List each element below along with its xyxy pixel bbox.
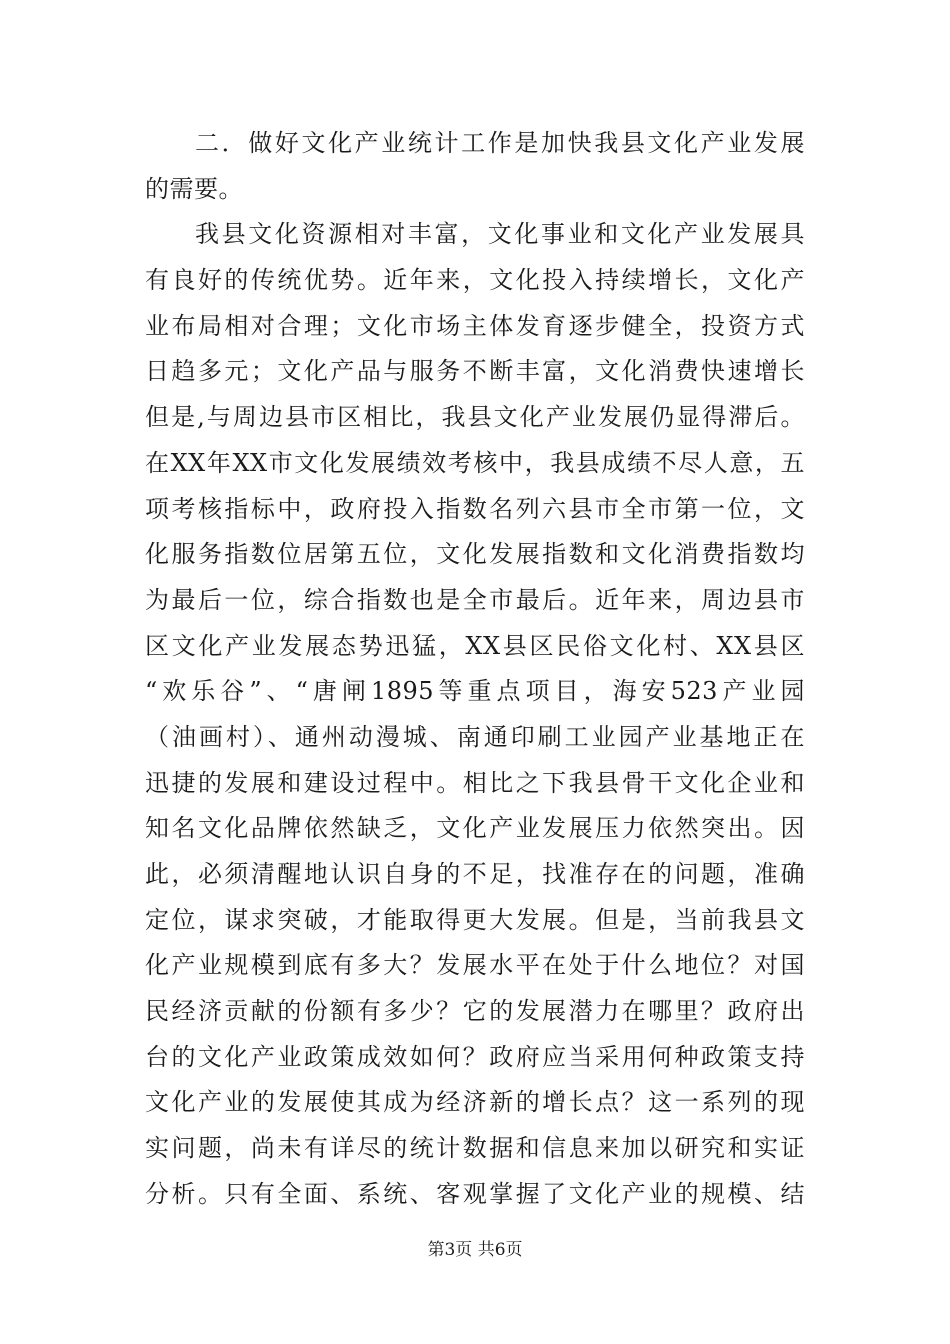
text-line: 分析。只有全面、系统、客观掌握了文化产业的规模、结	[145, 1179, 805, 1208]
text-line: 在XX年XX市文化发展绩效考核中，我县成绩不尽人意，五	[145, 448, 805, 477]
text-line: 知名文化品牌依然缺乏，文化产业发展压力依然突出。因	[145, 814, 805, 843]
text-line: 化服务指数位居第五位，文化发展指数和文化消费指数均	[145, 540, 805, 569]
page-footer	[0, 1238, 950, 1262]
body-text	[145, 121, 805, 1218]
heading-line: 二．做好文化产业统计工作是加快我县文化产业发展	[195, 129, 805, 157]
text-line: （油画村）、通州动漫城、南通印刷工业园产业基地正在	[145, 722, 805, 751]
text-line: 的需要。	[145, 174, 243, 203]
text-line: 民经济贡献的份额有多少？它的发展潜力在哪里？政府出	[145, 997, 805, 1026]
text-line: 迅捷的发展和建设过程中。相比之下我县骨干文化企业和	[145, 768, 805, 797]
text-line: 业布局相对合理；文化市场主体发育逐步健全，投资方式	[145, 311, 805, 340]
text-line: 化产业规模到底有多大？发展水平在处于什么地位？对国	[145, 951, 805, 980]
text-line: 文化产业的发展使其成为经济新的增长点？这一系列的现	[145, 1088, 805, 1117]
text-line: 我县文化资源相对丰富，文化事业和文化产业发展具	[195, 220, 805, 249]
text-line: 日趋多元；文化产品与服务不断丰富，文化消费快速增长	[145, 357, 805, 386]
page-number: 第3页 共6页	[427, 1240, 523, 1260]
text-line: 项考核指标中，政府投入指数名列六县市全市第一位，文	[145, 494, 805, 523]
text-line: 此，必须清醒地认识自身的不足，找准存在的问题，准确	[145, 860, 805, 888]
text-line: 有良好的传统优势。近年来，文化投入持续增长，文化产	[145, 266, 805, 295]
text-line: 为最后一位，综合指数也是全市最后。近年来，周边县市	[145, 585, 805, 614]
text-line: 台的文化产业政策成效如何？政府应当采用何种政策支持	[145, 1042, 805, 1071]
text-line: 实问题，尚未有详尽的统计数据和信息来加以研究和实证	[145, 1134, 805, 1163]
text-line: “欢乐谷”、“唐闸1895等重点项目，海安523产业园	[145, 677, 805, 706]
text-line: 定位，谋求突破，才能取得更大发展。但是，当前我县文	[145, 905, 805, 934]
text-line: 区文化产业发展态势迅猛，XX县区民俗文化村、XX县区	[145, 631, 805, 660]
text-line: 但是,与周边县市区相比，我县文化产业发展仍显得滞后。	[145, 403, 805, 432]
